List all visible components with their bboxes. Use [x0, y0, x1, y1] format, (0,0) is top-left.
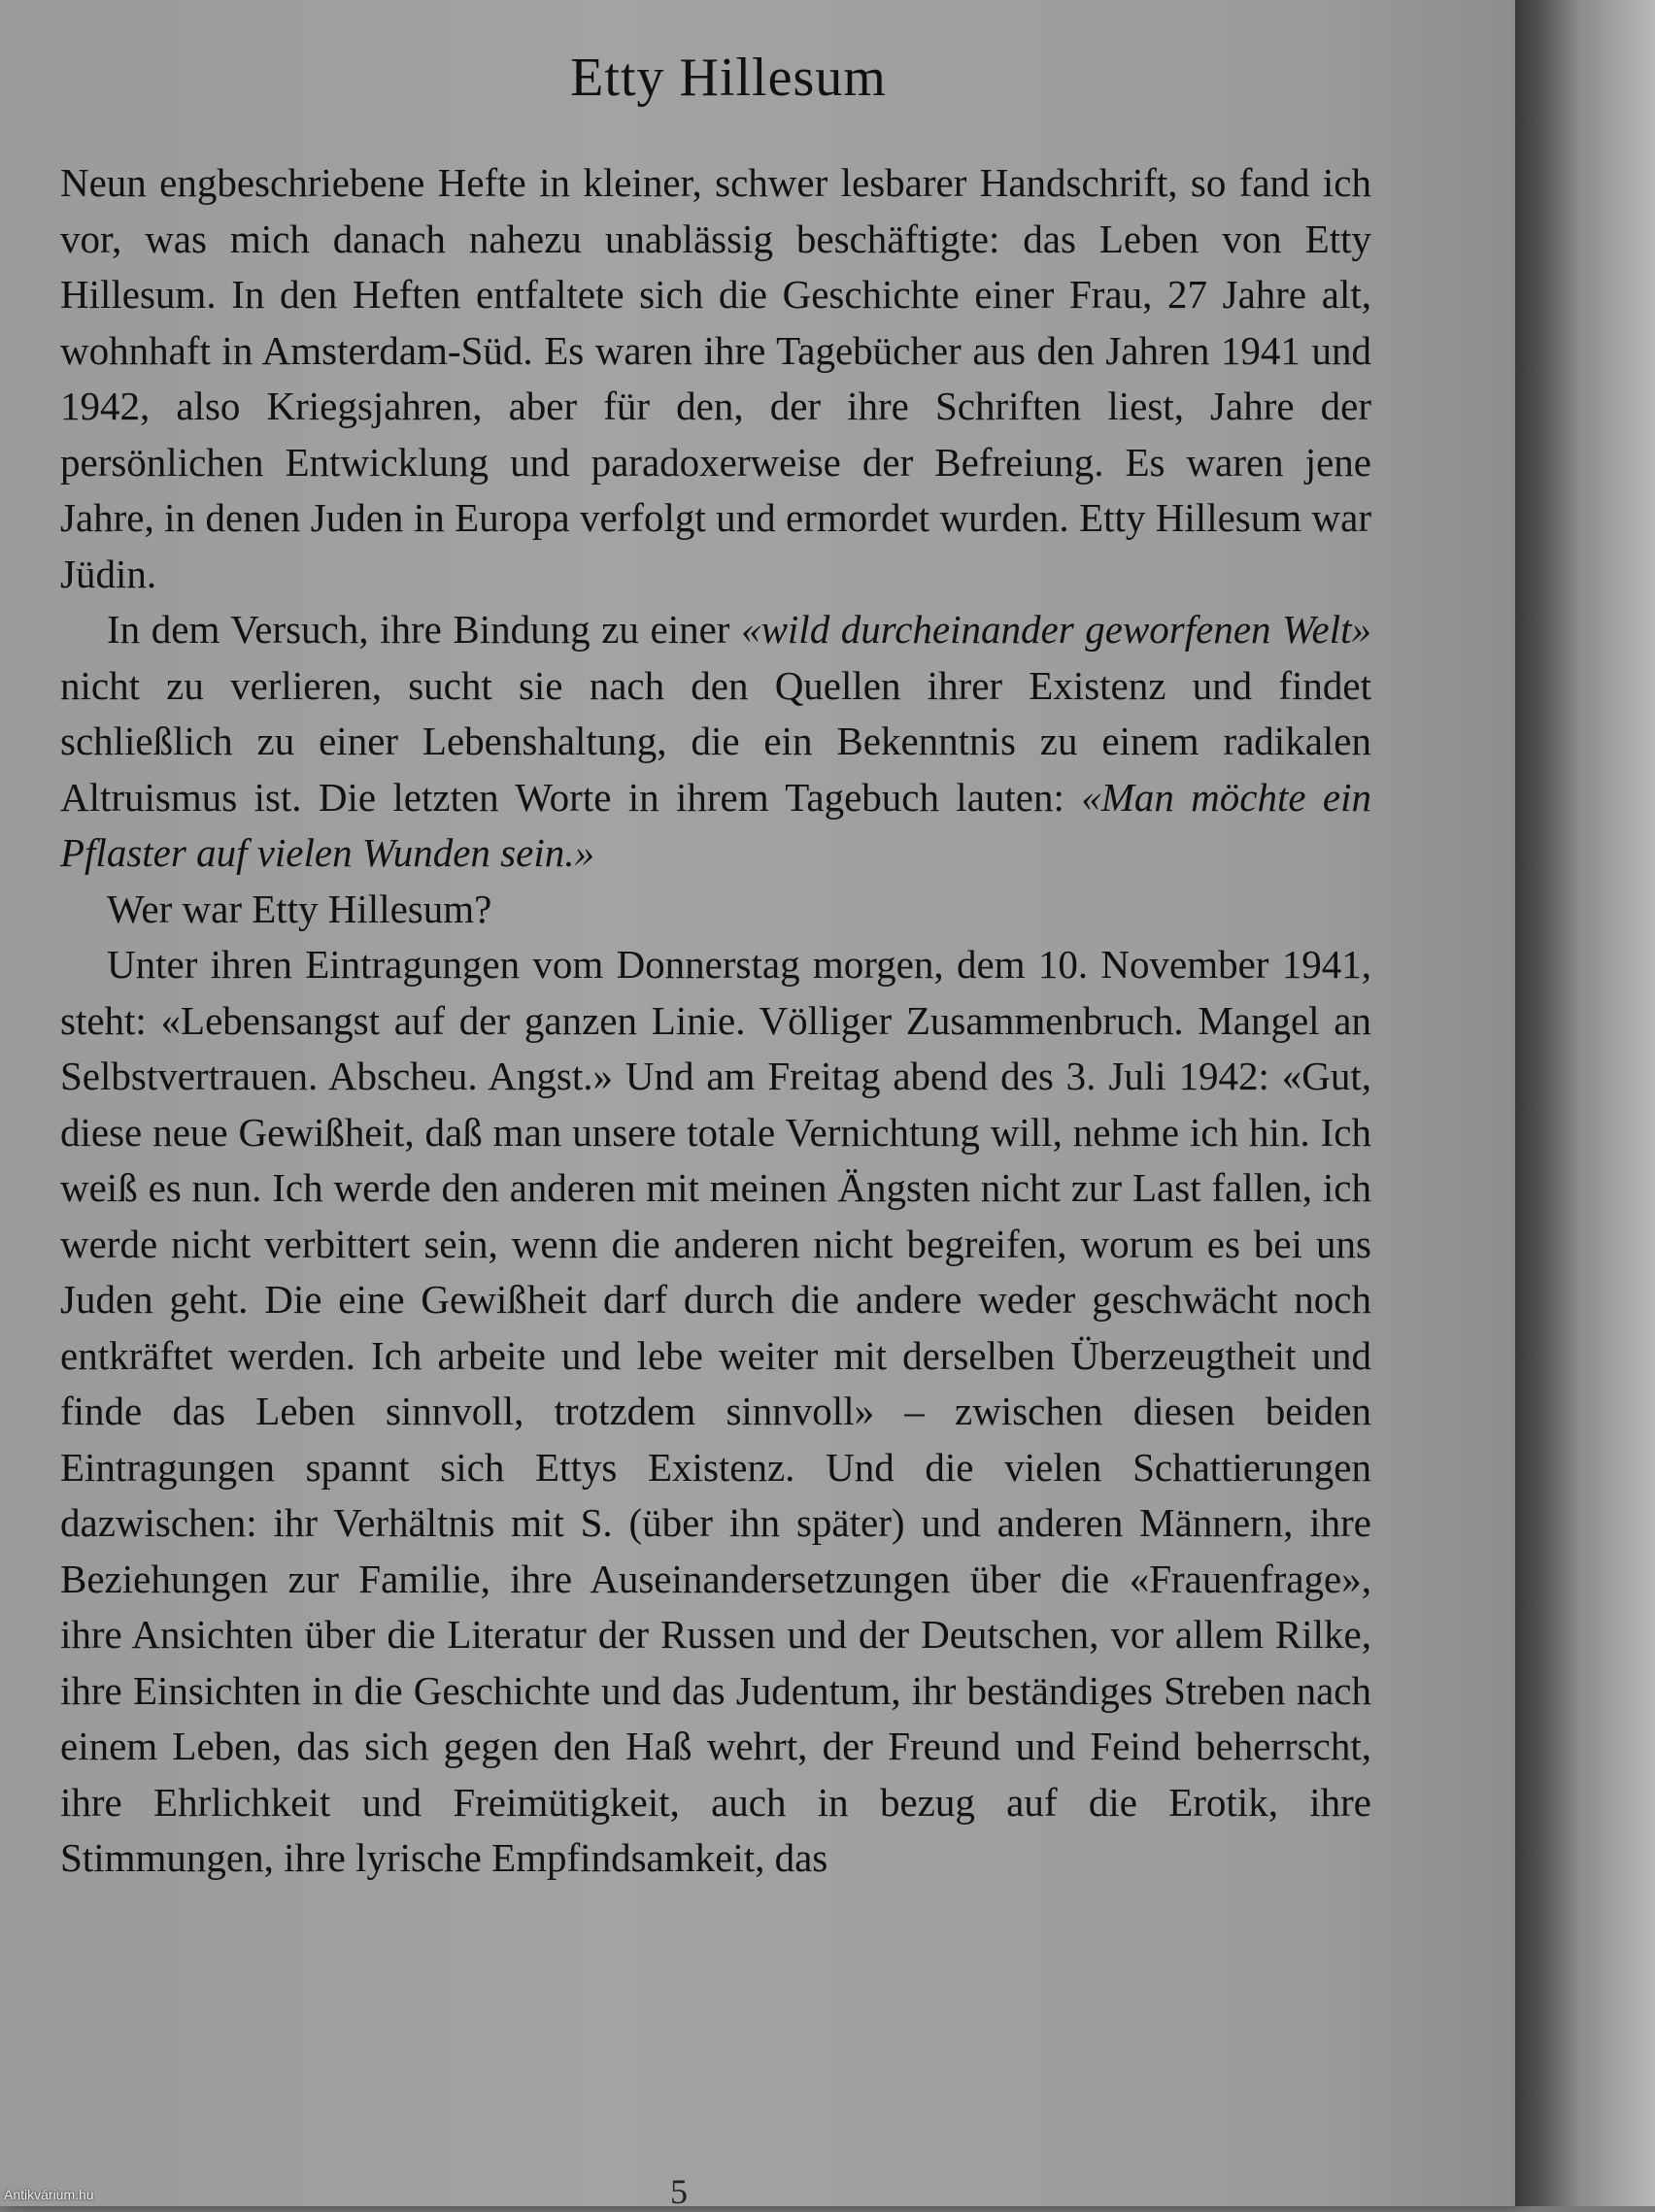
paragraph: [60, 602, 1371, 882]
page-number: 5: [670, 2172, 688, 2211]
adjacent-page-edge: [1515, 0, 1655, 2206]
body-text: [60, 155, 1371, 1887]
text-run: Unter ihren Eintragungen vom Donnerstag morgen, dem 10. November 1941, steht: «Lebensangst auf der ganzen Linie. Völliger Zusammenbruch. Mangel an Selbstvertrauen. Abscheu. Angst.» Und am Freitag abend des 3. Juli 1942: «Gut, diese neue Gewißheit, daß man unsere totale Vernichtung will, nehme ich hin. Ich weiß es nun. Ich werde den anderen mit meinen Ängsten nicht zur Last fallen, ich werde nicht verbittert sein, wenn die anderen nicht begreifen, worum es bei uns Juden geht. Die eine Gewißheit darf durch die andere weder geschwächt noch entkräftet werden. Ich arbeite und lebe weiter mit derselben Überzeugtheit und finde das Leben sinnvoll, trotzdem sinnvoll» – zwischen diesen beiden Eintragungen spannt sich Ettys Existenz. Und die vielen Schattierungen dazwischen: ihr Verhältnis mit S. (über ihn später) und anderen Männern, ihre Beziehungen zur Familie, ihre Auseinandersetzungen über die «Frauenfrage», ihre Ansichten über die Literatur der Russen und der Deutschen, vor allem Rilke, ihre Einsichten in die Geschichte und das Judentum, ihr beständiges Streben nach einem Leben, das sich gegen den Haß wehrt, der Freund und Feind beherrscht, ihre Ehrlichkeit und Freimütigkeit, auch in bezug auf die Erotik, ihre Stimmungen, ihre lyrische Empfindsamkeit, das: [60, 942, 1371, 1880]
quotation-italic: «wild durcheinander geworfenen Welt»: [741, 607, 1371, 652]
paragraph: [60, 882, 1371, 938]
text-run: Neun engbeschriebene Hefte in kleiner, schwer lesbarer Handschrift, so fand ich vor, was mich danach nahezu unablässig beschäftigte: das Leben von Etty Hillesum. In den Heften entfaltete sich die Geschichte einer Frau, 27 Jahre alt, wohnhaft in Amsterdam-Süd. Es waren ihre Tagebücher aus den Jahren 1941 und 1942, also Kriegsjahren, aber für den, der ihre Schriften liest, Jahre der persönlichen Entwicklung und paradoxerweise der Befreiung. Es waren jene Jahre, in denen Juden in Europa verfolgt und ermordet wurden. Etty Hillesum war Jüdin.: [60, 160, 1371, 596]
chapter-title: Etty Hillesum: [570, 48, 887, 108]
quotation-italic: «Man möchte ein Pflaster auf vielen Wunden sein.»: [60, 774, 1371, 875]
text-run: Wer war Etty Hillesum?: [107, 886, 492, 931]
paragraph: [60, 937, 1371, 1887]
text-run: In dem Versuch, ihre Bindung zu einer: [107, 607, 742, 652]
paragraph: [60, 155, 1371, 602]
text-run: nicht zu verlieren, sucht sie nach den Quellen ihrer Existenz und findet schließlich zu einer Lebenshaltung, die ein Bekenntnis zu einem radikalen Altruismus ist. Die letzten Worte in ihrem Tagebuch lauten:: [60, 662, 1371, 820]
watermark: Antikvárium.hu: [4, 2187, 94, 2202]
